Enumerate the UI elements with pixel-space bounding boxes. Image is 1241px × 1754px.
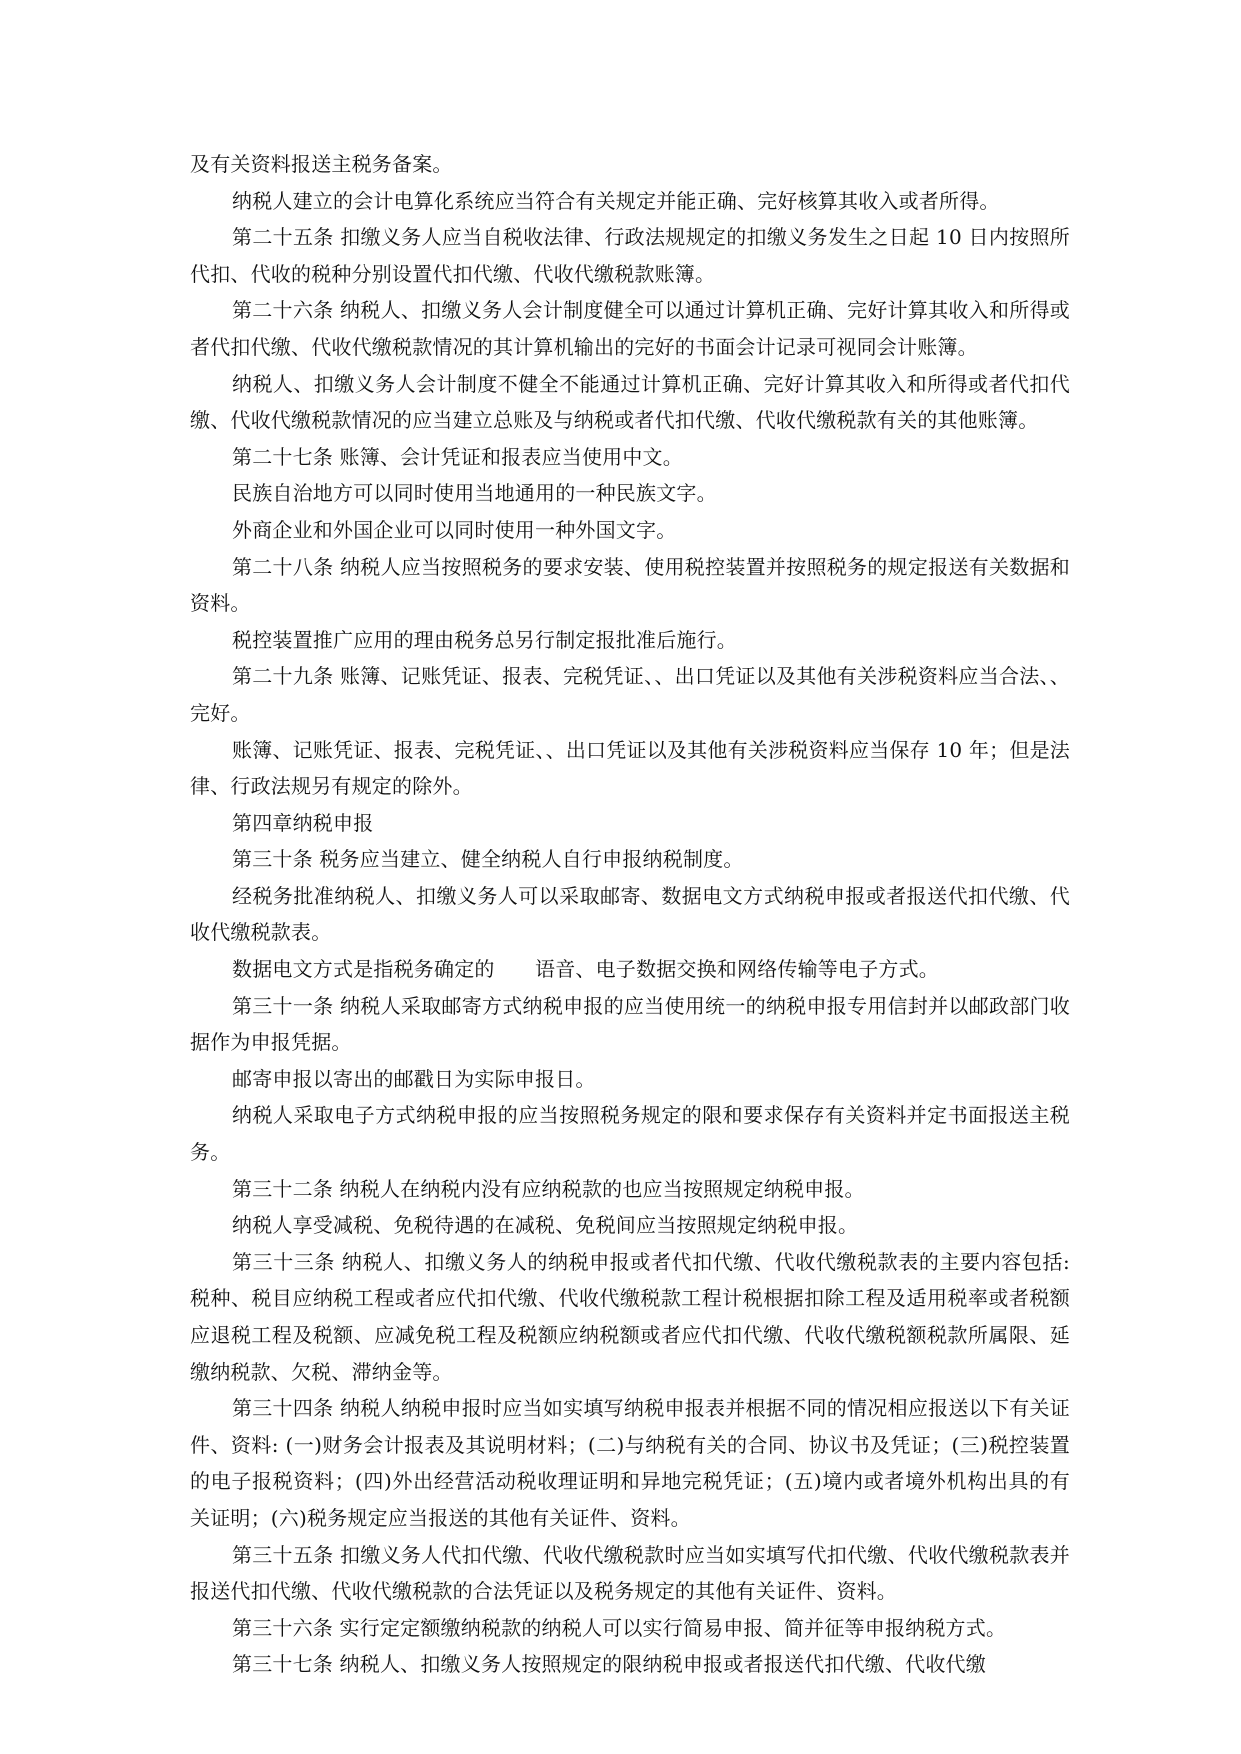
article-paragraph: 第三十一条 纳税人采取邮寄方式纳税申报的应当使用统一的纳税申报专用信封并以邮政部门收据作为申报凭据。 — [190, 993, 1070, 1055]
article-paragraph: 第三十六条 实行定定额缴纳税款的纳税人可以实行简易申报、简并征等申报纳税方式。 — [232, 1615, 1007, 1640]
paragraph: 数据电文方式是指税务确定的 语音、电子数据交换和网络传输等电子方式。 — [232, 957, 939, 982]
article-paragraph: 第三十条 税务应当建立、健全纳税人自行申报纳税制度。 — [232, 847, 744, 872]
article-paragraph: 第二十九条 账簿、记账凭证、报表、完税凭证、、出口凭证以及其他有关涉税资料应当合法、、完好。 — [190, 664, 1070, 725]
article-paragraph: 第三十七条 纳税人、扣缴义务人按照规定的限纳税申报或者报送代扣代缴、代收代缴 — [232, 1652, 986, 1677]
paragraph: 纳税人、扣缴义务人会计制度不健全不能通过计算机正确、完好计算其收入和所得或者代扣代缴、代收代缴税款情况的应当建立总账及与纳税或者代扣代缴、代收代缴税款有关的其他账簿。 — [190, 371, 1070, 433]
paragraph: 民族自治地方可以同时使用当地通用的一种民族文字。 — [232, 481, 717, 506]
paragraph: 账簿、记账凭证、报表、完税凭证、、出口凭证以及其他有关涉税资料应当保存 10 年；但是法律、行政法规另有规定的除外。 — [190, 737, 1070, 799]
article-paragraph: 第三十五条 扣缴义务人代扣代缴、代收代缴税款时应当如实填写代扣代缴、代收代缴税款表并报送代扣代缴、代收代缴税款的合法凭证以及税务规定的其他有关证件、资料。 — [190, 1542, 1070, 1604]
paragraph: 经税务批准纳税人、扣缴义务人可以采取邮寄、数据电文方式纳税申报或者报送代扣代缴、代收代缴税款表。 — [190, 883, 1070, 945]
article-paragraph: 第二十八条 纳税人应当按照税务的要求安装、使用税控装置并按照税务的规定报送有关数据和资料。 — [190, 554, 1070, 616]
article-paragraph: 第三十三条 纳税人、扣缴义务人的纳税申报或者代扣代缴、代收代缴税款表的主要内容包括: 税种、税目应纳税工程或者应代扣代缴、代收代缴税款工程计税根据扣除工程及适用税率或者税额应退税工程及税额、应减免税工程及税额应纳税额或者应代扣代缴、代收代缴税额税款所属限、延缴纳税款、欠税、滞纳金等。 — [190, 1249, 1070, 1384]
article-paragraph: 第二十七条 账簿、会计凭证和报表应当使用中文。 — [232, 444, 683, 469]
paragraph: 纳税人享受减税、免税待遇的在减税、免税间应当按照规定纳税申报。 — [232, 1213, 859, 1238]
article-paragraph: 第三十四条 纳税人纳税申报时应当如实填写纳税申报表并根据不同的情况相应报送以下有关证件、资料: (一)财务会计报表及其说明材料；(二)与纳税有关的合同、协议书及凭证；(三)税控装置的电子报税资料；(四)外出经营活动税收理证明和异地完税凭证；(五)境内或者境外机构出具的有关证明；(六)税务规定应当报送的其他有关证件、资料。 — [190, 1396, 1070, 1530]
article-paragraph: 第二十五条 扣缴义务人应当自税收法律、行政法规规定的扣缴义务发生之日起 10 日内按照所代扣、代收的税种分别设置代扣代缴、代收代缴税款账簿。 — [190, 225, 1070, 286]
paragraph: 税控装置推广应用的理由税务总另行制定报批准后施行。 — [232, 627, 737, 652]
paragraph: 外商企业和外国企业可以同时使用一种外国文字。 — [232, 517, 677, 542]
paragraph: 及有关资料报送主税务备案。 — [190, 152, 453, 176]
article-paragraph: 第三十二条 纳税人在纳税内没有应纳税款的也应当按照规定纳税申报。 — [232, 1176, 865, 1201]
article-paragraph: 第二十六条 纳税人、扣缴义务人会计制度健全可以通过计算机正确、完好计算其收入和所得或者代扣代缴、代收代缴税款情况的其计算机输出的完好的书面会计记录可视同会计账簿。 — [190, 298, 1070, 359]
document-body — [190, 146, 1070, 1683]
paragraph: 纳税人建立的会计电算化系统应当符合有关规定并能正确、完好核算其收入或者所得。 — [232, 188, 1000, 213]
chapter-heading: 第四章纳税申报 — [232, 810, 374, 835]
paragraph: 纳税人采取电子方式纳税申报的应当按照税务规定的限和要求保存有关资料并定书面报送主税务。 — [190, 1103, 1070, 1165]
paragraph: 邮寄申报以寄出的邮戳日为实际申报日。 — [232, 1066, 596, 1091]
